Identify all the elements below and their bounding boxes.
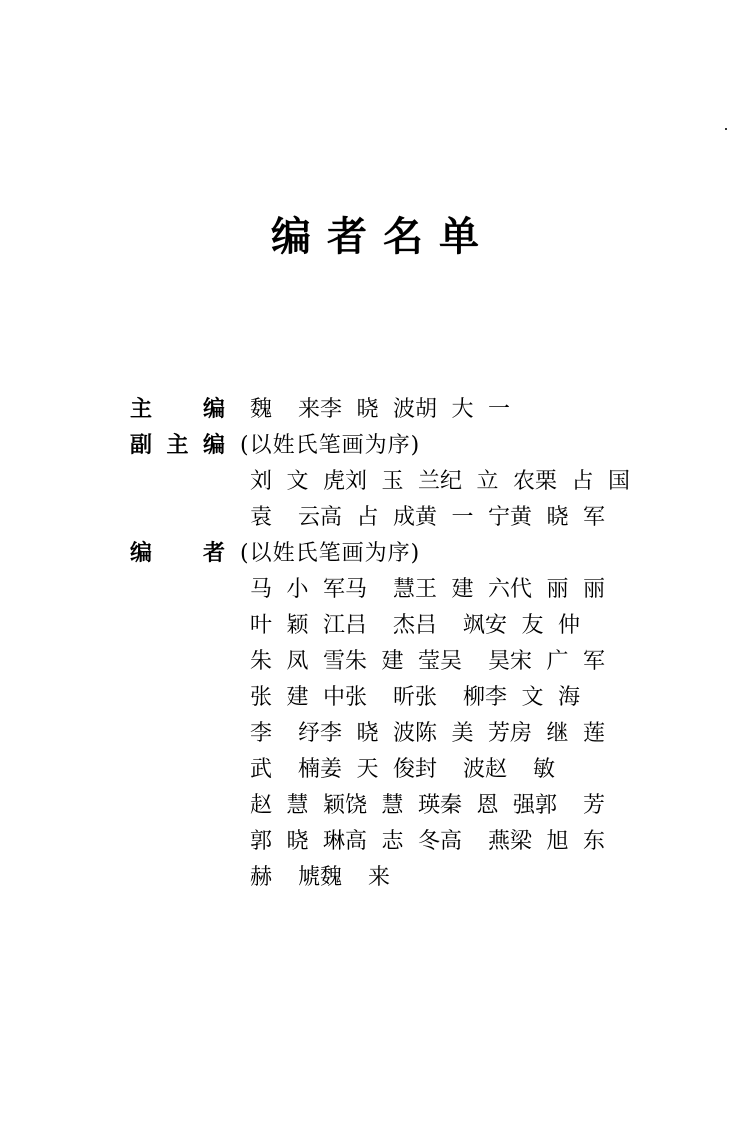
- person-name: 黄 一 宁: [415, 505, 510, 530]
- chief-editor-names: [250, 392, 510, 423]
- person-name: 秦 恩 强: [440, 793, 535, 818]
- person-name: 吕 飒: [415, 613, 485, 638]
- person-name: 栗 占 国: [535, 469, 630, 494]
- person-name: 李 晓 波: [320, 721, 415, 746]
- editors-names-row: [250, 680, 580, 711]
- editors-names-row: [250, 788, 605, 819]
- person-name: 纪 立 农: [440, 469, 535, 494]
- person-name: 饶 慧 瑛: [345, 793, 440, 818]
- person-name: 高 燕: [440, 829, 510, 854]
- person-name: 房 继 莲: [510, 721, 605, 746]
- person-name: 张 昕: [345, 685, 415, 710]
- person-name: 马 慧: [345, 577, 415, 602]
- person-name: 赵 敏: [485, 757, 555, 782]
- deputy-names-row: [250, 464, 630, 495]
- person-name: 吴 昊: [440, 649, 510, 674]
- person-name: 郭 晓 琳: [250, 829, 345, 854]
- person-name: 姜 天 俊: [320, 757, 415, 782]
- chief-editor-label: 主 编: [130, 397, 225, 422]
- editors-names-row: [250, 608, 580, 639]
- person-name: 赵 慧 颖: [250, 793, 345, 818]
- editors-names-row: [250, 824, 605, 855]
- person-name: 吕 杰: [345, 613, 415, 638]
- person-name: 张 建 中: [250, 685, 345, 710]
- person-name: 刘 玉 兰: [345, 469, 440, 494]
- person-name: 高 占 成: [320, 505, 415, 530]
- deputy-order-note: (以姓氏笔画为序): [240, 433, 421, 458]
- person-name: 安 友 仲: [485, 613, 580, 638]
- person-name: 张 柳: [415, 685, 485, 710]
- person-name: 赫 虓: [250, 865, 320, 890]
- person-name: 黄 晓 军: [510, 505, 605, 530]
- page-title: 编者名单: [271, 214, 495, 260]
- person-name: 陈 美 芳: [415, 721, 510, 746]
- person-name: 王 建 六: [415, 577, 510, 602]
- person-name: 朱 凤 雪: [250, 649, 345, 674]
- person-name: 袁 云: [250, 505, 320, 530]
- person-name: 宋 广 军: [510, 649, 605, 674]
- person-name: 高 志 冬: [345, 829, 440, 854]
- person-name: 梁 旭 东: [510, 829, 605, 854]
- person-name: 刘 文 虎: [250, 469, 345, 494]
- editors-names-row: [250, 644, 605, 675]
- person-name: 武 楠: [250, 757, 320, 782]
- person-name: 郭 芳: [535, 793, 605, 818]
- editors-names-row: [250, 716, 605, 747]
- editors-order-note: (以姓氏笔画为序): [240, 541, 421, 566]
- person-name: 李 文 海: [485, 685, 580, 710]
- person-name: 魏 来: [250, 397, 320, 422]
- person-name: 封 波: [415, 757, 485, 782]
- person-name: 叶 颖 江: [250, 613, 345, 638]
- deputy-chief-editor-label: 副 主 编: [130, 433, 225, 458]
- editors-names-row: [250, 572, 605, 603]
- person-name: 胡 大 一: [415, 397, 510, 422]
- editors-names-row: [250, 860, 390, 891]
- person-name: 李 晓 波: [320, 397, 415, 422]
- person-name: 代 丽 丽: [510, 577, 605, 602]
- person-name: 李 纾: [250, 721, 320, 746]
- scan-speck: [725, 128, 727, 130]
- person-name: 马 小 军: [250, 577, 345, 602]
- person-name: 魏 来: [320, 865, 390, 890]
- editors-label: 编 者: [130, 541, 225, 566]
- person-name: 朱 建 莹: [345, 649, 440, 674]
- editors-names-row: [250, 752, 555, 783]
- deputy-names-row: [250, 500, 605, 531]
